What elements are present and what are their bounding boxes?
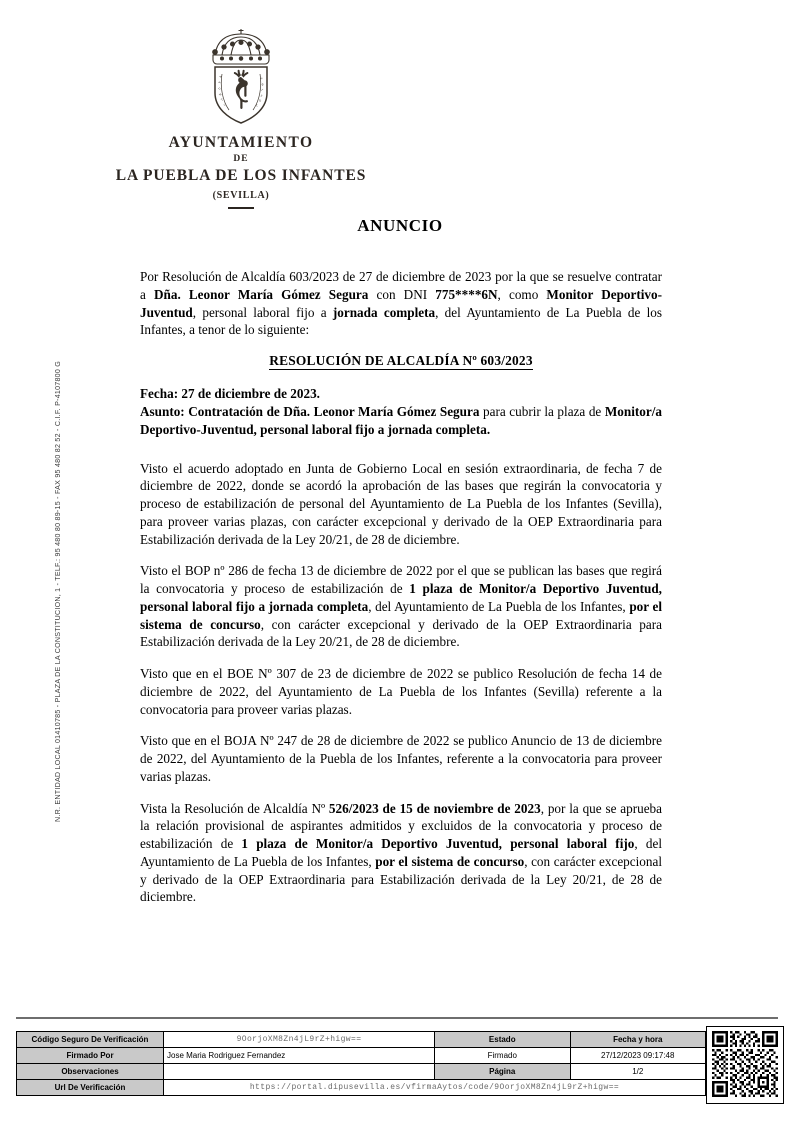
svg-text:O: O xyxy=(258,98,262,103)
res526-text-3: , del Ayuntamiento de La Puebla de los Infantes, xyxy=(140,836,662,869)
fecha-hora-header: Fecha y hora xyxy=(570,1032,706,1048)
intro-text-4: , personal laboral fijo a xyxy=(192,304,333,320)
qr-code[interactable] xyxy=(712,1031,778,1097)
res526-text-4: , con carácter excepcional y derivado de la OEP Extraordinaria para Estabilización derivada de la Ley 20/21, de 28 de diciembre. xyxy=(140,853,662,905)
svg-text:A: A xyxy=(218,74,223,79)
res526-text-2: , por la que se aprueba la relación provisional de aspirantes admitidos y excluidos de la convocatoria y proceso de estabilización de xyxy=(140,800,663,852)
left-margin-entity-info: N.R. ENTIDAD LOCAL 01410785 - PLAZA DE LA CONSTITUCION, 1 - TELF.: 95 480 80 89-15 - FAX 95 480 82 52 - C.I.F. P-4107800 G xyxy=(54,360,62,822)
paragraph-jgl-agreement: Visto el acuerdo adoptado en Junta de Gobierno Local en sesión extraordinaria, de fecha 7 de diciembre de 2022, donde se acordó la aprobación de las bases que regirán la convocatoria y proceso de estabilización de personal del Ayuntamiento de La Puebla de los Infantes (Sevilla), para proveer varias plazas, con carácter excepcional y derivado de la OEP Extraordinaria para Estabilización derivada de la Ley 20/21, de 28 de diciembre. xyxy=(140,460,662,547)
fecha-label: Fecha: xyxy=(140,386,179,401)
footer-divider xyxy=(16,1017,778,1019)
intro-bold-schedule: jornada completa xyxy=(332,304,436,320)
document-title: ANUNCIO xyxy=(357,216,443,235)
firmado-por-label: Firmado Por xyxy=(17,1048,164,1064)
letterhead xyxy=(96,22,386,209)
csv-value: 9OorjoXM8Zn4jL9rZ+higw== xyxy=(164,1032,435,1048)
signature-verification-block xyxy=(16,1031,706,1096)
csv-label: Código Seguro De Verificación xyxy=(17,1032,164,1048)
asunto-bold-tail: Monitor/a Deportivo-Juventud, personal laboral fijo a jornada completa. xyxy=(140,404,662,438)
table-row xyxy=(17,1080,706,1096)
res526-bold-sistema: por el sistema de concurso xyxy=(375,853,525,869)
fecha-hora-value: 27/12/2023 09:17:48 xyxy=(570,1048,706,1064)
estado-value: Firmado xyxy=(435,1048,571,1064)
bop-text-3: , con carácter excepcional y derivado de la OEP Extraordinaria para Estabilización derivada de la Ley 20/21, de 28 de diciembre. xyxy=(140,616,662,650)
table-row xyxy=(17,1032,706,1048)
signature-table xyxy=(16,1031,706,1096)
org-province: (SEVILLA) xyxy=(212,189,270,201)
svg-text:L: L xyxy=(255,103,259,108)
res526-bold-plaza: 1 plaza de Monitor/a Deportivo Juventud, personal laboral fijo xyxy=(241,836,635,852)
asunto-text: para cubrir la plaza de xyxy=(479,404,605,420)
document-body xyxy=(140,268,662,920)
org-name-line2: DE xyxy=(233,154,249,165)
svg-text:O: O xyxy=(223,102,227,107)
bop-text-1: Visto el BOP nº 286 de fecha 13 de diciembre de 2022 por el que se publican las bases que regirá la convocatoria y proceso de estabilización de xyxy=(140,563,662,597)
resolution-meta xyxy=(140,385,662,440)
bop-text-2: , del Ayuntamiento de La Puebla de los Infantes, xyxy=(368,598,630,614)
svg-text:F: F xyxy=(259,77,264,81)
url-verificacion-label: Url De Verificación xyxy=(17,1080,164,1096)
observaciones-value xyxy=(164,1064,435,1080)
org-name-line1: AYUNTAMIENTO xyxy=(168,134,314,151)
intro-text-5: , del Ayuntamiento de La Puebla de los Infantes, a tenor de lo siguiente: xyxy=(140,304,662,338)
paragraph-resolucion-526 xyxy=(140,800,662,907)
table-row xyxy=(17,1064,706,1080)
svg-text:S: S xyxy=(259,93,264,98)
intro-text-1: Por Resolución de Alcaldía 603/2023 de 27 de diciembre de 2023 por la que se resuelve contratar a xyxy=(140,269,662,302)
paragraph-boja: Visto que en el BOJA Nº 247 de 28 de diciembre de 2022 se publico Anuncio de 13 de diciembre de 2022, del Ayuntamiento de la Puebla de los Infantes, referente a la convocatoria para proveer varias plazas. xyxy=(140,733,662,784)
intro-bold-name: Dña. Leonor María Gómez Segura xyxy=(154,286,369,302)
res526-bold-number: 526/2023 de 15 de noviembre de 2023 xyxy=(328,800,541,816)
intro-paragraph xyxy=(140,268,662,339)
res526-text-1: Vista la Resolución de Alcaldía Nº xyxy=(140,800,329,816)
letterhead-divider xyxy=(228,207,254,209)
pagina-label: Página xyxy=(435,1064,571,1080)
org-name-line3: LA PUEBLA DE LOS INFANTES xyxy=(115,167,367,185)
bop-bold-plaza: 1 plaza de Monitor/a Deportivo Juventud, personal laboral fijo a jornada completa xyxy=(140,581,662,614)
intro-bold-role: Monitor Deportivo-Juventud xyxy=(140,286,662,320)
svg-text:N: N xyxy=(218,92,223,97)
paragraph-boe: Visto que en el BOE Nº 307 de 23 de diciembre de 2022 se publico Resolución de fecha 14 de diciembre de 2022, del Ayuntamiento de La Puebla de los Infantes (Sevilla) referente a la convocatoria para proveer varias plazas. xyxy=(140,666,662,717)
asunto-label: Asunto: Contratación de Dña. Leonor María Gómez Segura xyxy=(140,404,480,420)
intro-bold-dni: 775****6N xyxy=(435,286,498,302)
table-row xyxy=(17,1048,706,1064)
svg-text:T: T xyxy=(220,97,224,102)
resolution-heading-text: RESOLUCIÓN DE ALCALDÍA Nº 603/2023 xyxy=(269,353,533,368)
paragraph-bop xyxy=(140,562,662,651)
url-verificacion-value[interactable]: https://portal.dipusevilla.es/vfirmaAytos/code/9OorjoXM8Zn4jL9rZ+higw== xyxy=(164,1080,706,1096)
coat-of-arms-icon xyxy=(191,22,291,127)
svg-text:N: N xyxy=(260,82,265,87)
intro-text-3: , como xyxy=(497,286,547,302)
firmado-por-value: Jose Maria Rodriguez Fernandez xyxy=(164,1048,435,1064)
observaciones-label: Observaciones xyxy=(17,1064,164,1080)
svg-text:I: I xyxy=(260,88,264,92)
svg-text:Y: Y xyxy=(217,80,222,85)
bop-bold-sistema: por el sistema de concurso xyxy=(140,598,662,632)
pagina-value: 1/2 xyxy=(570,1064,706,1080)
intro-text-2: con DNI xyxy=(368,286,436,302)
qr-code-icon xyxy=(712,1031,778,1097)
svg-text:U: U xyxy=(217,86,222,91)
resolution-heading xyxy=(140,353,662,369)
estado-header: Estado xyxy=(435,1032,571,1048)
fecha-value: 27 de diciembre de 2023. xyxy=(178,386,320,401)
